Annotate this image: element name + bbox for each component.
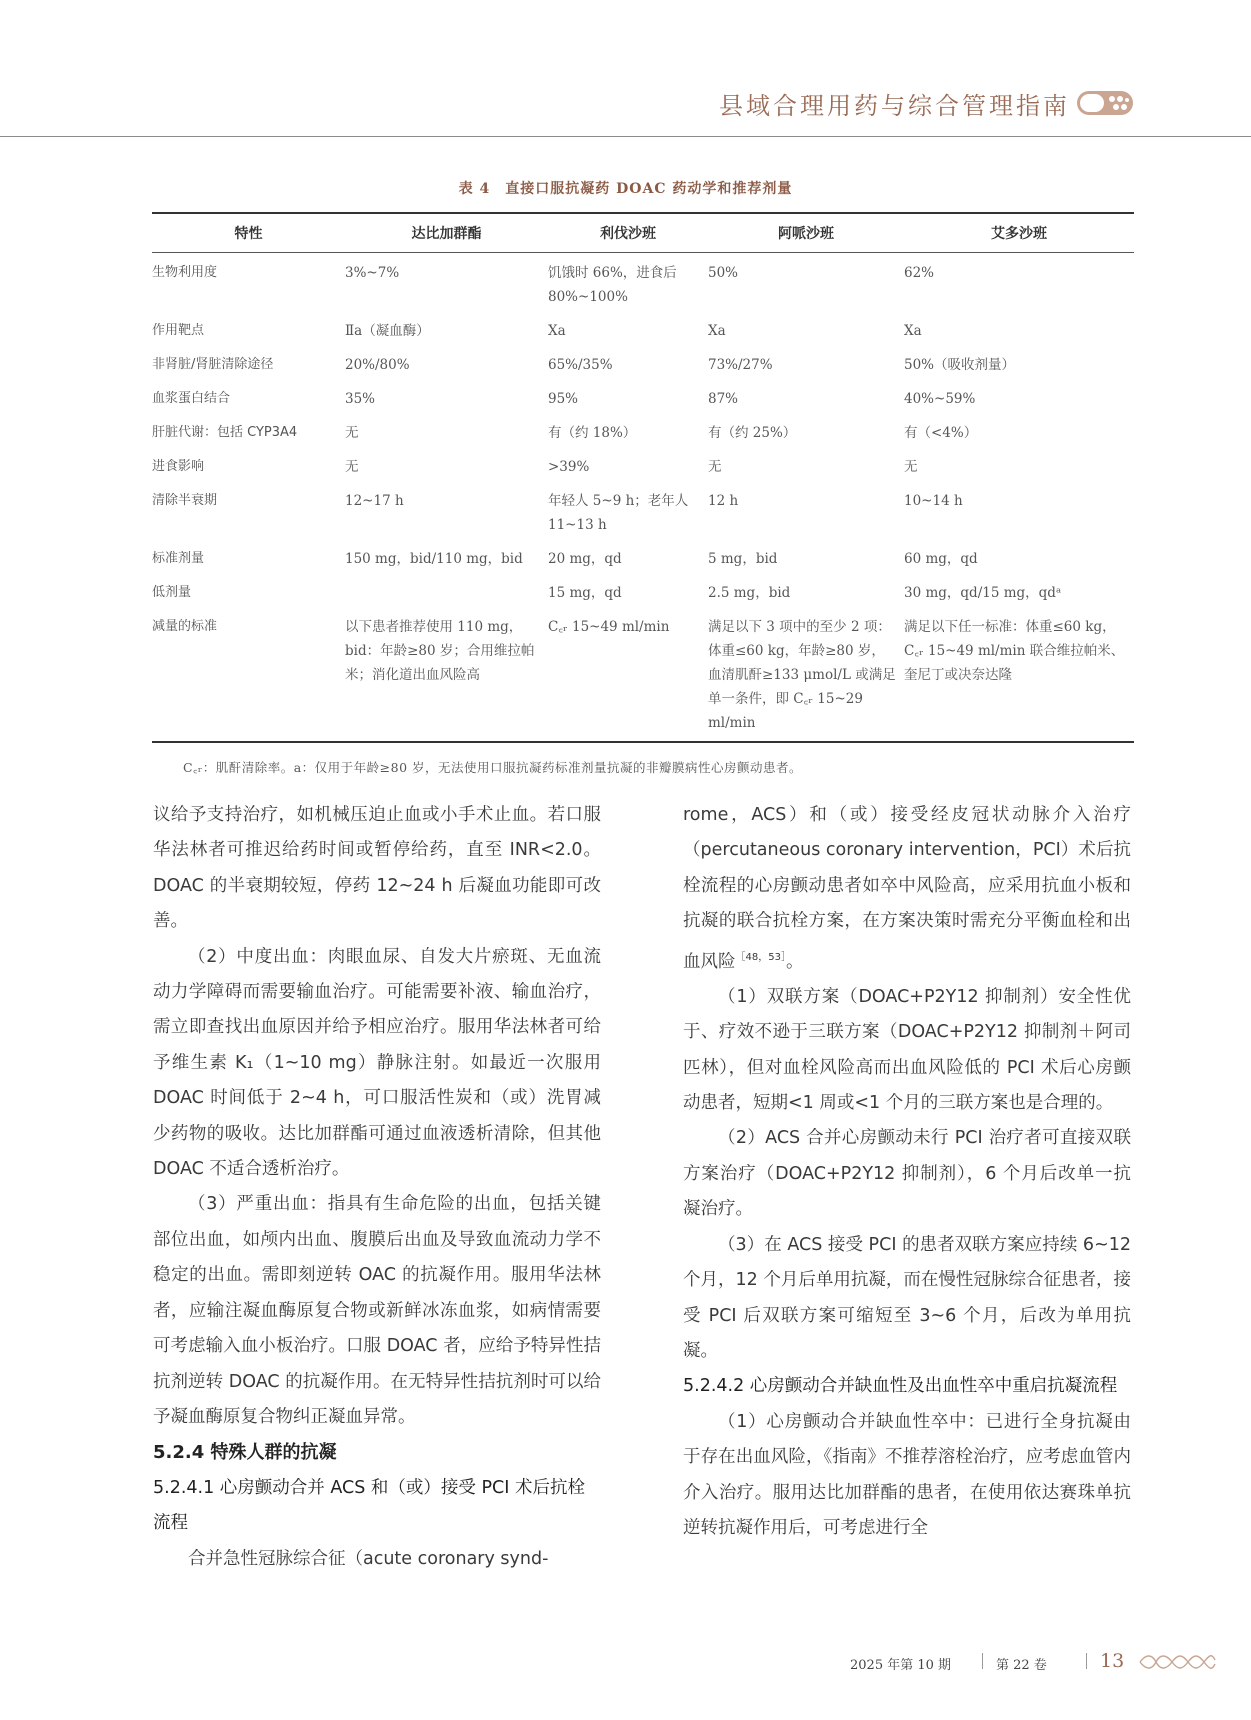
footer-divider: [1086, 1653, 1087, 1669]
paragraph: rome，ACS）和（或）接受经皮冠状动脉介入治疗（percutaneous coronary intervention，PCI）术后抗栓流程的心房颤动患者如卒中风险高，应采用抗血小板和抗凝的联合抗栓方案，在方案决策时需充分平衡血栓和出血风险$^{[48,53]}$。: [683, 805, 1131, 972]
paragraph: （2）ACS 合并心房颤动未行 PCI 治疗者可直接双联方案治疗（DOAC+P2Y12 抑制剂），6 个月后改单一抗凝治疗。: [683, 1128, 1131, 1220]
table-cell: 无: [708, 459, 722, 475]
citation-ref: ［48，53］: [735, 951, 786, 963]
table-cell: 3%~7%: [345, 265, 400, 281]
table-cell: 62%: [904, 265, 935, 281]
table-cell: 65%/35%: [548, 357, 613, 373]
paragraph: （3）在 ACS 接受 PCI 的患者双联方案应持续 6~12 个月，12 个月后单用抗凝，而在慢性冠脉综合征患者，接受 PCI 后双联方案可缩短至 3~6 个月，后改为单用抗凝。: [683, 1234, 1131, 1361]
table-cell: 12 h: [708, 493, 739, 509]
header-divider: [0, 136, 1251, 137]
table-cell: 年轻人 5~9 h；老年人 11~13 h: [548, 493, 689, 533]
page-footer: [850, 1650, 1230, 1674]
table-cell: 73%/27%: [708, 357, 773, 373]
table-header-cell: 特性: [234, 226, 263, 242]
footer-divider: [982, 1653, 983, 1669]
volume-label: 第 22 卷: [996, 1658, 1047, 1673]
table-row: [152, 481, 1134, 539]
subsection-heading: 5.2.4.2 心房颤动合并缺血性及出血性卒中重启抗凝流程: [683, 1376, 1118, 1397]
table-cell: 以下患者推荐使用 110 mg，bid：年龄≥80 岁；合用维拉帕米；消化道出血风险高: [345, 619, 535, 683]
table-cell: 进食影响: [152, 459, 205, 474]
page-number: 13: [1100, 1650, 1125, 1672]
table-cell: 血浆蛋白结合: [152, 391, 231, 406]
table-cell: Xa: [548, 323, 566, 339]
table-cell: 作用靶点: [152, 323, 205, 338]
table-header-cell: 阿哌沙班: [778, 226, 834, 242]
table-cell: 20%/80%: [345, 357, 410, 373]
journal-logo-icon: [1076, 88, 1134, 118]
table-cell: 清除半衰期: [152, 493, 218, 508]
table-cell: 满足以下任一标准：体重≤60 kg，C꜀ᵣ 15~49 ml/min 联合维拉帕米、奎尼丁或决奈达隆: [904, 619, 1125, 683]
table-cell: 35%: [345, 391, 376, 407]
table-cell: 肝脏代谢：包括 CYP3A4: [152, 425, 298, 440]
left-column: [153, 798, 601, 1577]
table-cell: 无: [904, 459, 918, 475]
table-cell: 非肾脏/肾脏清除途径: [152, 357, 274, 372]
table-row: [152, 345, 1134, 379]
table-row: [152, 573, 1134, 607]
table-cell: C꜀ᵣ 15~49 ml/min: [548, 619, 670, 635]
table-cell: 87%: [708, 391, 739, 407]
table-cell: Ⅱa（凝血酶）: [345, 323, 430, 339]
table-cell: 30 mg，qd/15 mg，qdᵃ: [904, 585, 1062, 601]
table-cell: 无: [345, 425, 359, 441]
paragraph: （1）心房颤动合并缺血性卒中：已进行全身抗凝由于存在出血风险，《指南》不推荐溶栓治疗，应考虑血管内介入治疗。服用达比加群酯的患者，在使用依达赛珠单抗逆转抗凝作用后，可考虑进行全: [683, 1411, 1131, 1538]
table-cell: 生物利用度: [152, 265, 218, 280]
table-header-cell: 利伐沙班: [600, 226, 656, 242]
paragraph: （3）严重出血：指具有生命危险的出血，包括关键部位出血，如颅内出血、腹膜后出血及导致血流动力学不稳定的出血。需即刻逆转 OAC 的抗凝作用。服用华法林者，应输注凝血酶原复合物或新鲜冰冻血浆，如病情需要可考虑输入血小板治疗。口服 DOAC 者，应给予特异性拮抗剂逆转 DOAC 的抗凝作用。在无特异性拮抗剂时可以给予凝血酶原复合物纠正凝血异常。: [153, 1194, 601, 1427]
table-cell: 40%~59%: [904, 391, 976, 407]
table-header-row: [152, 213, 1134, 253]
table-cell: 20 mg，qd: [548, 551, 622, 567]
issue-label: 2025 年第 10 期: [850, 1658, 952, 1673]
table-cell: 饥饿时 66%，进食后 80%~100%: [548, 265, 677, 305]
table-cell: 满足以下 3 项中的至少 2 项：体重≤60 kg，年龄≥80 岁，血清肌酐≥133 μmol/L 或满足单一条件，即 C꜀ᵣ 15~29 ml/min: [708, 619, 896, 731]
table-cell: 有（<4%）: [904, 425, 978, 441]
paragraph: 合并急性冠脉综合征（acute coronary synd-: [188, 1548, 549, 1569]
table-row: [152, 607, 1134, 742]
paragraph: 议给予支持治疗，如机械压迫止血或小手术止血。若口服华法林者可推迟给药时间或暂停给药，直至 INR<2.0。DOAC 的半衰期较短，停药 12~24 h 后凝血功能即可改善。: [153, 805, 601, 932]
table-cell: 无: [345, 459, 359, 475]
table-cell: 有（约 18%）: [548, 425, 637, 441]
section-heading: 5.2.4 特殊人群的抗凝: [153, 1442, 337, 1464]
journal-title: 县域合理用药与综合管理指南: [719, 92, 1070, 120]
table-cell: 60 mg，qd: [904, 551, 978, 567]
table-row: [152, 539, 1134, 573]
paragraph: （2）中度出血：肉眼血尿、自发大片瘀斑、无血流动力学障碍而需要输血治疗。可能需要补液、输血治疗，需立即查找出血原因并给予相应治疗。服用华法林者可给予维生素 K₁（1~10 mg）静脉注射。如最近一次服用 DOAC 时间低于 2~4 h，可口服活性炭和（或）洗胃减少药物的吸收。达比加群酯可通过血液透析清除，但其他 DOAC 不适合透析治疗。: [153, 946, 601, 1180]
table-row: [152, 311, 1134, 345]
table-cell: 标准剂量: [152, 551, 205, 566]
table-cell: 15 mg，qd: [548, 585, 622, 601]
table-cell: 低剂量: [152, 585, 192, 600]
table-cell: 150 mg，bid/110 mg，bid: [345, 551, 523, 567]
table-row: [152, 447, 1134, 481]
paragraph-text: rome，ACS）和（或）接受经皮冠状动脉介入治疗（percutaneous coronary intervention，PCI）术后抗栓流程的心房颤动患者如卒中风险高，应采用抗血小板和抗凝的联合抗栓方案，在方案决策时需充分平衡血栓和出血风险: [683, 805, 1131, 972]
subsection-heading: 5.2.4.1 心房颤动合并 ACS 和（或）接受 PCI 术后抗栓流程: [153, 1477, 585, 1534]
table-header-cell: 达比加群酯: [411, 226, 482, 242]
table-cell: 有（约 25%）: [708, 425, 797, 441]
doac-table: [152, 212, 1134, 743]
table-cell: 50%: [708, 265, 739, 281]
table-cell: [345, 573, 548, 607]
table-cell: 95%: [548, 391, 579, 407]
table-row: [152, 379, 1134, 413]
table-row: [152, 253, 1134, 312]
table-cell: 5 mg，bid: [708, 551, 778, 567]
right-column: [683, 798, 1131, 1546]
table-caption: 表 4 直接口服抗凝药 DOAC 药动学和推荐剂量: [458, 181, 793, 197]
footer-ornament-icon: [1138, 1652, 1216, 1672]
table-cell: 2.5 mg，bid: [708, 585, 791, 601]
table-cell: 10~14 h: [904, 493, 963, 509]
table-footnote: C꜀ᵣ：肌酐清除率。a：仅用于年龄≥80 岁，无法使用口服抗凝药标准剂量抗凝的非瓣膜病性心房颤动患者。: [183, 760, 803, 775]
paragraph: （1）双联方案（DOAC+P2Y12 抑制剂）安全性优于、疗效不逊于三联方案（DOAC+P2Y12 抑制剂＋阿司匹林），但对血栓风险高而出血风险低的 PCI 术后心房颤动患者，短期<1 周或<1 个月的三联方案也是合理的。: [683, 986, 1131, 1114]
table-row: [152, 413, 1134, 447]
table-header-cell: 艾多沙班: [991, 226, 1047, 242]
table-cell: >39%: [548, 459, 590, 475]
table-cell: Xa: [904, 323, 922, 339]
table-cell: 12~17 h: [345, 493, 404, 509]
table-cell: 50%（吸收剂量）: [904, 357, 1016, 373]
table-cell: 减量的标准: [152, 619, 218, 634]
table-cell: Xa: [708, 323, 726, 339]
